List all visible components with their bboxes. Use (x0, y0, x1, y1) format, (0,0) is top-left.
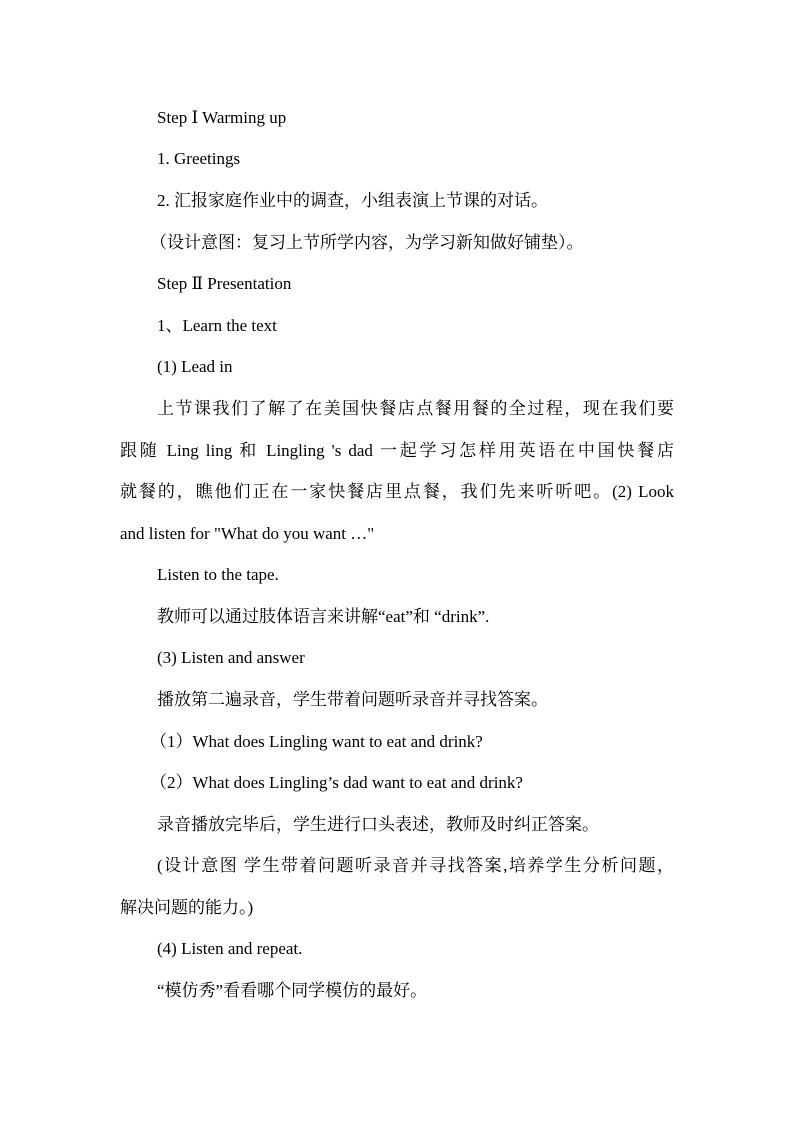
paragraph-line: and listen for "What do you want …" (120, 524, 375, 543)
after-playback: 录音播放完毕后，学生进行口头表述，教师及时纠正答案。 (157, 815, 599, 834)
second-playback: 播放第二遍录音，学生带着问题听录音并寻找答案。 (157, 690, 548, 709)
question-1: （1）What does Lingling want to eat and drink? (150, 732, 483, 751)
design-intent-2: (设计意图 学生带着问题听录音并寻找答案,培养学生分析问题， (157, 856, 674, 875)
teacher-note: 教师可以通过肢体语言来讲解“eat”和 “drink”. (157, 607, 490, 626)
item-greetings: 1. Greetings (157, 149, 241, 168)
step-2-heading: Step Ⅱ Presentation (157, 274, 292, 293)
lead-in-heading: (1) Lead in (157, 357, 233, 376)
imitation-show: “模仿秀”看看哪个同学模仿的最好。 (157, 981, 428, 1000)
step-1-heading: Step Ⅰ Warming up (157, 108, 287, 127)
question-2: （2）What does Lingling’s dad want to eat and drink? (150, 773, 523, 792)
paragraph-line: 跟随 Ling ling 和 Lingling 's dad 一起学习怎样用英语在中国快餐店 (120, 441, 674, 460)
listen-repeat-heading: (4) Listen and repeat. (157, 939, 303, 958)
learn-text-heading: 1、Learn the text (157, 316, 277, 335)
design-intent-2-cont: 解决问题的能力。) (120, 898, 254, 917)
paragraph-line: 就餐的，瞧他们正在一家快餐店里点餐，我们先来听听吧。(2) Look (120, 482, 674, 501)
listen-tape: Listen to the tape. (157, 565, 279, 584)
item-homework-report: 2. 汇报家庭作业中的调查，小组表演上节课的对话。 (157, 191, 548, 210)
paragraph-line: 上节课我们了解了在美国快餐店点餐用餐的全过程，现在我们要 (157, 399, 674, 418)
listen-answer-heading: (3) Listen and answer (157, 648, 305, 667)
design-intent-1: （设计意图：复习上节所学内容，为学习新知做好铺垫）。 (150, 233, 584, 252)
